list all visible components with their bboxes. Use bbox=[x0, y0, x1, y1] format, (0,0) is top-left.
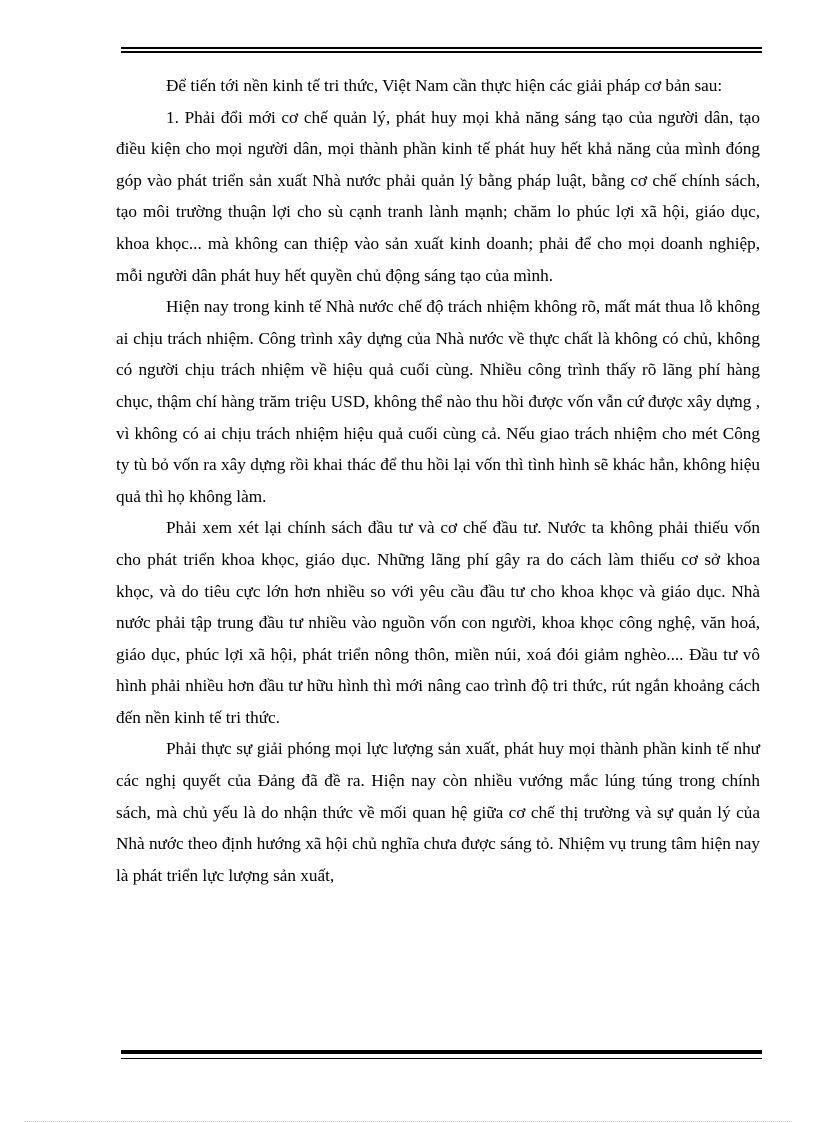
paragraph-investment-policy: Phải xem xét lại chính sách đầu tư và cơ chế đầu tư. Nước ta không phải thiếu vốn cho phát triển khoa khọc, giáo dục. Những lãng phí gây ra do cách làm thiếu cơ sở khoa khọc, và do tiêu cực lớn hơn nhiều so với yêu cầu đầu tư cho khoa khọc và giáo dục. Nhà nước phải tập trung đầu tư nhiều vào nguồn vốn con người, khoa khọc công nghệ, văn hoá, giáo dục, phúc lợi xã hội, phát triển nông thôn, miền núi, xoá đói giảm nghèo.... Đầu tư vô hình phải nhiều hơn đầu tư hữu hình thì mới nâng cao trình độ tri thức, rút ngắn khoảng cách đến nền kinh tế tri thức. bbox=[116, 518, 760, 727]
paragraph-intro: Để tiến tới nền kinh tế tri thức, Việt Nam cần thực hiện các giải pháp cơ bản sau: bbox=[166, 76, 723, 95]
paragraph-solution-1: 1. Phải đổi mới cơ chế quản lý, phát huy mọi khả năng sáng tạo của người dân, tạo điều kiện cho mọi người dân, mọi thành phần kinh tế phát huy hết khả năng của mình đóng góp vào phát triển sản xuất Nhà nước phải quản lý bằng pháp luật, bằng cơ chế chính sách, tạo môi trường thuận lợi cho sù cạnh tranh lành mạnh; chăm lo phúc lợi xã hội, giáo dục, khoa khọc... mà không can thiệp vào sản xuất kinh doanh; phải để cho mọi doanh nghiệp, mỗi người dân phát huy hết quyền chủ động sáng tạo của mình. bbox=[116, 107, 760, 285]
footer-rule bbox=[121, 1050, 762, 1059]
page-body bbox=[116, 70, 760, 891]
page-edge-divider bbox=[24, 1121, 792, 1122]
header-rule bbox=[121, 47, 762, 53]
paragraph-state-responsibility: Hiện nay trong kinh tế Nhà nước chế độ trách nhiệm không rõ, mất mát thua lỗ không ai chịu trách nhiệm. Công trình xây dựng của Nhà nước về thực chất là không có chủ, không có người chịu trách nhiệm về hiệu quả cuối cùng. Nhiều công trình thấy rõ lãng phí hàng chục, thậm chí hàng trăm triệu USD, không thể nào thu hồi được vốn vẫn cứ được xây dựng , vì không có ai chịu trách nhiệm hiệu quả cuối cùng cả. Nếu giao trách nhiệm cho mét Công ty tù bỏ vốn ra xây dựng rồi khai thác để thu hồi lại vốn thì tình hình sẽ khác hẳn, không hiệu quả thì họ không làm. bbox=[116, 297, 760, 506]
paragraph-production-forces: Phải thực sự giải phóng mọi lực lượng sản xuất, phát huy mọi thành phần kinh tế như các nghị quyết của Đảng đã đề ra. Hiện nay còn nhiều vướng mắc lúng túng trong chính sách, mà chủ yếu là do nhận thức về mối quan hệ giữa cơ chế thị trường và sự quản lý của Nhà nước theo định hướng xã hội chủ nghĩa chưa được sáng tỏ. Nhiệm vụ trung tâm hiện nay là phát triển lực lượng sản xuất, bbox=[116, 739, 760, 885]
